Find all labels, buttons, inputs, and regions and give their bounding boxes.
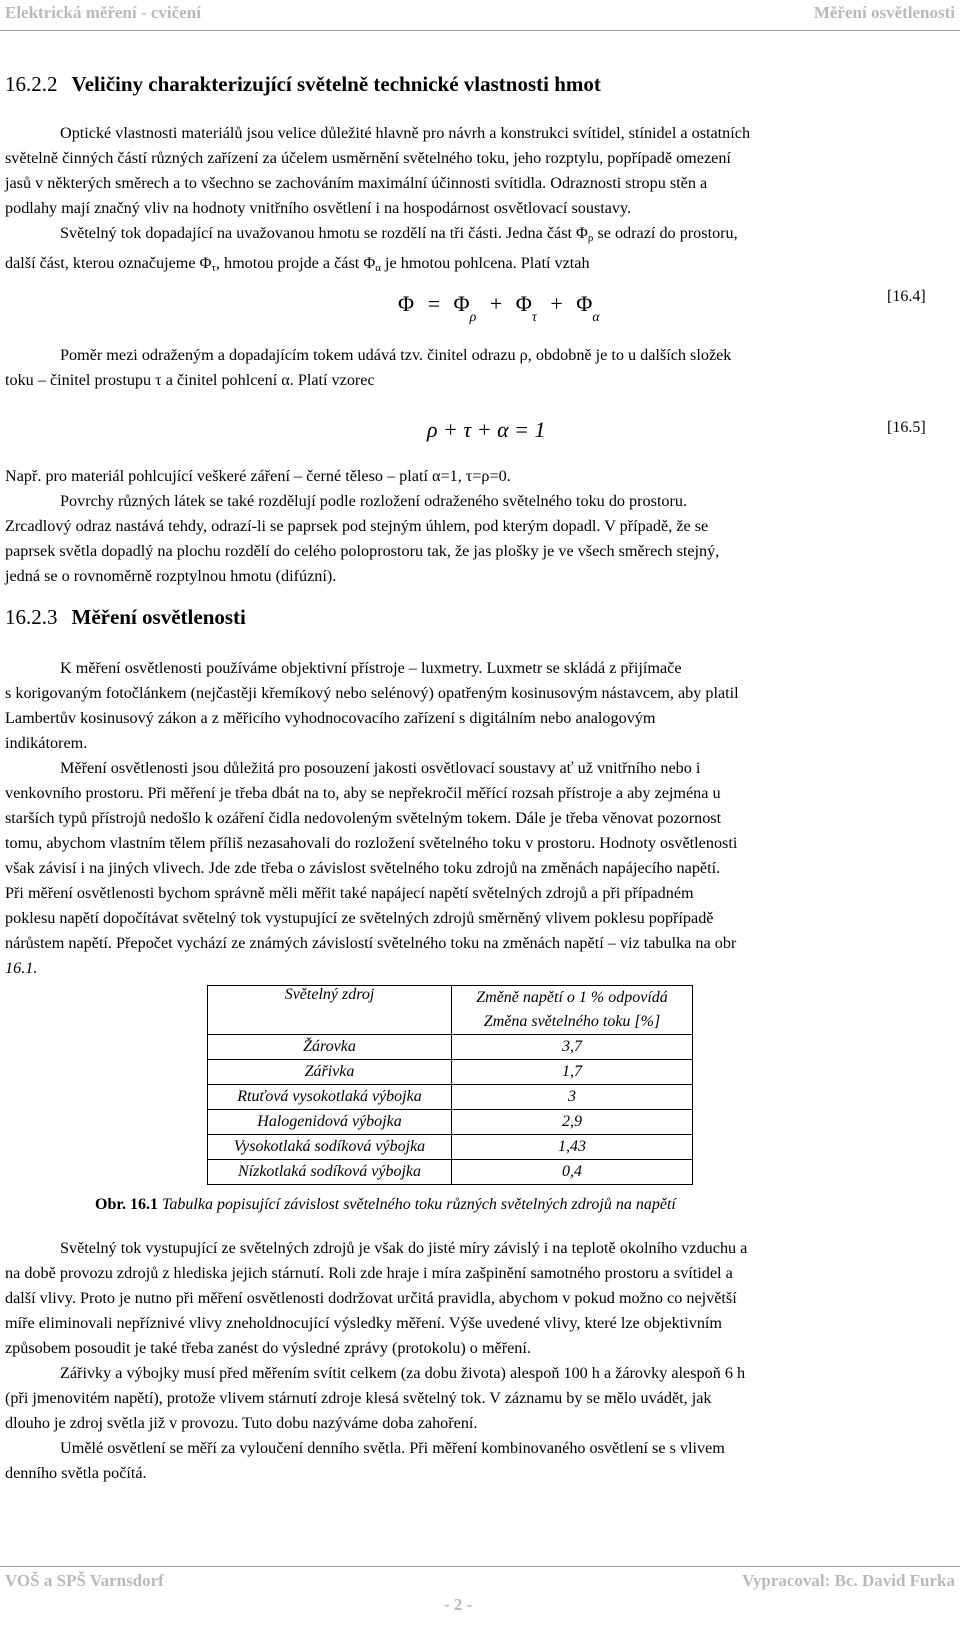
page-number: - 2 - bbox=[444, 1595, 473, 1614]
equation-16-5: ρ + τ + α = 1 bbox=[427, 417, 546, 442]
text-line bbox=[5, 1236, 955, 1261]
text-line bbox=[5, 1436, 955, 1461]
eq-symbol: = bbox=[427, 291, 441, 316]
text-run: Zářivky a výbojky musí před měřením svítit celkem (za dobu života) alespoň 100 h a žárovky alespoň 6 h bbox=[60, 1364, 746, 1382]
page-header bbox=[0, 0, 960, 32]
equation-number: [16.5] bbox=[887, 419, 926, 436]
eq-subscript: τ bbox=[531, 310, 537, 325]
text-line: starších typů přístrojů nedošlo k ozáření čidla nedovoleným světelným tokem. Dále je třeba věnovat pozornost bbox=[5, 809, 722, 827]
eq-symbol: Φ bbox=[398, 291, 415, 316]
eq-subscript: α bbox=[592, 310, 600, 325]
text-line bbox=[5, 756, 955, 781]
text-line: dlouho je zdroj světla již v provozu. Tuto dobu nazýváme doba zahoření. bbox=[5, 1414, 478, 1432]
caption-text: Tabulka popisující závislost světelného toku různých světelných zdrojů na napětí bbox=[161, 1196, 676, 1213]
table-cell: Zářivka bbox=[208, 1060, 452, 1085]
paragraph bbox=[5, 656, 955, 756]
eq-symbol: + bbox=[550, 291, 563, 316]
text-run: K měření osvětlenosti používáme objektivní přístroje – luxmetry. Luxmetr se skládá z přijímače bbox=[60, 659, 682, 677]
table-header-cell: Světelný zdroj bbox=[208, 986, 452, 1035]
section-heading bbox=[5, 72, 601, 97]
text-line: 16.1. bbox=[5, 959, 38, 977]
header-rule bbox=[0, 30, 960, 31]
text-run: Poměr mezi odraženým a dopadajícím tokem udává tzv. činitel odrazu ρ, obdobně je to u dalších složek bbox=[60, 346, 732, 364]
text-run: se odrazí do prostoru, bbox=[593, 224, 738, 242]
text-line: míře eliminovali nepříznivé vlivy zneholdnocující výsledky měření. Výše uvedené vlivy, které lze objektivním bbox=[5, 1314, 722, 1332]
header-left: Elektrická měření - cvičení bbox=[5, 3, 201, 22]
subscript: α bbox=[375, 262, 381, 274]
table-row bbox=[208, 1085, 693, 1110]
footer-left: VOŠ a SPŠ Varnsdorf bbox=[5, 1571, 164, 1590]
footer-right: Vypracoval: Bc. David Furka bbox=[742, 1571, 955, 1590]
paragraph bbox=[5, 221, 955, 281]
table-header-row bbox=[208, 986, 693, 1011]
text-run: Optické vlastnosti materiálů jsou velice důležité hlavně pro návrh a konstrukci svítidel, stínidel a ostatních bbox=[60, 124, 751, 142]
text-line: nárůstem napětí. Přepočet vychází ze známých závislostí světelného toku na změnách napětí – viz tabulka na obr bbox=[5, 934, 737, 952]
text-line: jedná se o rovnoměrně rozptylnou hmotu (difúzní). bbox=[5, 567, 337, 585]
caption-label: Obr. 16.1 bbox=[95, 1196, 158, 1213]
table-row bbox=[208, 1060, 693, 1085]
subscript: ρ bbox=[587, 232, 594, 244]
text-run: , hmotou projde a část Φ bbox=[215, 254, 376, 272]
text-run: další část, kterou označujeme Φ bbox=[5, 254, 212, 272]
text-line: Lambertův kosinusový zákon a z měřicího vyhodnocovacího zařízení s digitálním nebo analogovým bbox=[5, 709, 656, 727]
text-line: způsobem posoudit je také třeba zanést do výsledné zprávy (protokolu) o měření. bbox=[5, 1339, 531, 1357]
text-line: podlahy mají značný vliv na hodnoty vnitřního osvětlení i na hospodárnost osvětlovací soustavy. bbox=[5, 199, 632, 217]
text-line bbox=[5, 1361, 955, 1386]
paragraph bbox=[5, 756, 955, 981]
text-line: Při měření osvětlenosti bychom správně měli měřit také napájecí napětí světelných zdrojů a při případném bbox=[5, 884, 694, 902]
table-cell: 0,4 bbox=[452, 1160, 693, 1185]
section-title: Měření osvětlenosti bbox=[71, 605, 246, 629]
section-heading bbox=[5, 605, 246, 630]
equation-16-4 bbox=[398, 291, 600, 326]
text-line bbox=[5, 221, 955, 251]
figure-caption bbox=[95, 1196, 676, 1214]
section-number: 16.2.2 bbox=[5, 72, 58, 96]
text-line bbox=[5, 251, 955, 281]
eq-symbol: Φ bbox=[453, 291, 470, 316]
eq-symbol: Φ bbox=[576, 291, 593, 316]
text-line: tomu, abychom vlastním tělem příliš nezasahovali do rozložení světelného toku v prostoru. Hodnoty osvětlenosti bbox=[5, 834, 738, 852]
table-cell: 1,43 bbox=[452, 1135, 693, 1160]
text-line bbox=[5, 656, 955, 681]
text-run: Světelný tok dopadající na uvažovanou hmotu se rozdělí na tři části. Jedna část Φ bbox=[60, 224, 588, 242]
text-run: je hmotou pohlcena. Platí vztah bbox=[380, 254, 590, 272]
table-cell: Žárovka bbox=[208, 1035, 452, 1060]
text-run: Povrchy různých látek se také rozdělují podle rozložení odraženého světelného toku do prostoru. bbox=[60, 492, 688, 510]
paragraph bbox=[5, 1361, 955, 1436]
table-row bbox=[208, 1135, 693, 1160]
text-run: Umělé osvětlení se měří za vyloučení denního světla. Při měření kombinovaného osvětlení se s vlivem bbox=[60, 1439, 725, 1457]
text-line: poklesu napětí dopočítávat světelný tok vystupující ze světelných zdrojů směrněný vlivem poklesu popřípadě bbox=[5, 909, 714, 927]
text-line: však závisí i na jiných vlivech. Jde zde třeba o závislost světelného toku zdrojů na změnách napájecího napětí. bbox=[5, 859, 721, 877]
table-cell: Rtuťová vysokotlaká výbojka bbox=[208, 1085, 452, 1110]
text-line: na době provozu zdrojů z hlediska jejich stárnutí. Roli zde hraje i míra zašpinění samotného prostoru a svítidel a bbox=[5, 1264, 733, 1282]
text-line: indikátorem. bbox=[5, 734, 88, 752]
table-cell: Nízkotlaká sodíková výbojka bbox=[208, 1160, 452, 1185]
text-line bbox=[5, 121, 955, 146]
text-line bbox=[5, 489, 955, 514]
eq-symbol: + bbox=[489, 291, 503, 316]
eq-subscript: ρ bbox=[469, 310, 477, 325]
section-title: Veličiny charakterizující světelně technické vlastnosti hmot bbox=[71, 72, 601, 96]
text-line: Zrcadlový odraz nastává tehdy, odrazí-li se paprsek pod stejným úhlem, pod kterým dopadl. V případě, že se bbox=[5, 517, 709, 535]
text-line: paprsek světla dopadlý na plochu rozdělí do celého poloprostoru tak, že jas plošky je ve všech směrech stejný, bbox=[5, 542, 720, 560]
text-line: jasů v některých směrech a to všechno se zachováním maximální účinnosti svítidla. Odraznosti stropu stěn a bbox=[5, 174, 708, 192]
text-line: denního světla počítá. bbox=[5, 1464, 147, 1482]
text-run: Světelný tok vystupující ze světelných zdrojů je však do jisté míry závislý i na teplotě okolního vzduchu a bbox=[60, 1239, 748, 1257]
table-header-cell: Změna světelného toku [%] bbox=[452, 1010, 693, 1035]
text-line: další vlivy. Proto je nutno při měření osvětlenosti dodržovat určitá pravidla, abychom v pokud možno co největší bbox=[5, 1289, 737, 1307]
table-cell: Vysokotlaká sodíková výbojka bbox=[208, 1135, 452, 1160]
light-source-table bbox=[207, 985, 693, 1185]
equation-number: [16.4] bbox=[887, 288, 926, 305]
table-cell: 1,7 bbox=[452, 1060, 693, 1085]
text-line: venkovního prostoru. Při měření je třeba dbát na to, aby se nepřekročil měřící rozsah přístroje a aby zejména u bbox=[5, 784, 721, 802]
table-row bbox=[208, 1035, 693, 1060]
footer-rule bbox=[0, 1566, 960, 1567]
table-header-cell: Změně napětí o 1 % odpovídá bbox=[452, 986, 693, 1011]
paragraph bbox=[5, 343, 955, 393]
text-run: Měření osvětlenosti jsou důležitá pro posouzení jakosti osvětlovací soustavy ať už vnitřního nebo i bbox=[60, 759, 701, 777]
paragraph bbox=[5, 1236, 955, 1361]
table-row bbox=[208, 1110, 693, 1135]
paragraph bbox=[5, 464, 955, 589]
table-cell: 2,9 bbox=[452, 1110, 693, 1135]
text-line: Např. pro materiál pohlcující veškeré záření – černé těleso – platí α=1, τ=ρ=0. bbox=[5, 467, 511, 485]
subscript: τ bbox=[211, 262, 216, 274]
text-line: toku – činitel prostupu τ a činitel pohlcení α. Platí vzorec bbox=[5, 371, 375, 389]
eq-symbol: Φ bbox=[515, 291, 532, 316]
text-line: světelně činných částí různých zařízení za účelem usměrnění světelného toku, jeho rozptylu, popřípadě omezení bbox=[5, 149, 731, 167]
table-cell: 3 bbox=[452, 1085, 693, 1110]
table-cell: Halogenidová výbojka bbox=[208, 1110, 452, 1135]
header-right: Měření osvětlenosti bbox=[813, 3, 955, 22]
paragraph bbox=[5, 1436, 955, 1486]
text-line: s korigovaným fotočlánkem (nejčastěji křemíkový nebo selénový) opatřeným kosinusovým nástavcem, aby platil bbox=[5, 684, 739, 702]
text-line: (při jmenovitém napětí), protože vlivem stárnutí zdroje klesá světelný tok. V záznamu by se mělo uvádět, jak bbox=[5, 1389, 712, 1407]
text-line bbox=[5, 343, 955, 368]
table-row bbox=[208, 1160, 693, 1185]
paragraph bbox=[5, 121, 955, 221]
section-number: 16.2.3 bbox=[5, 605, 58, 629]
table-cell: 3,7 bbox=[452, 1035, 693, 1060]
